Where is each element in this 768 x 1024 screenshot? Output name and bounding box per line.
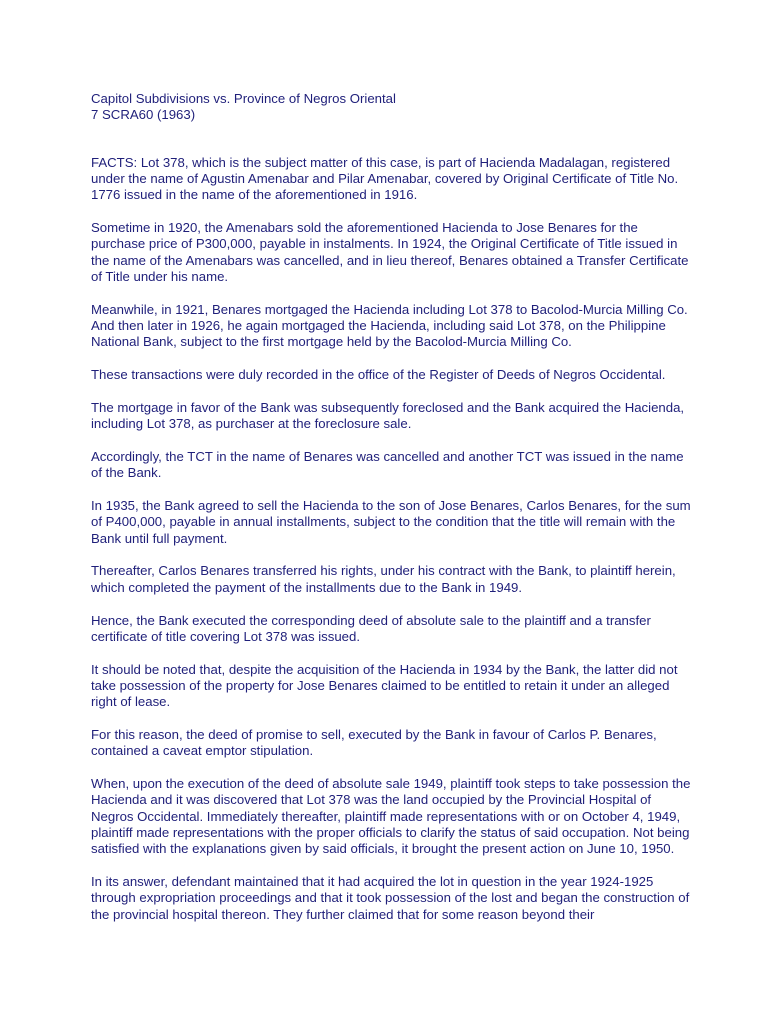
case-title: Capitol Subdivisions vs. Province of Negros Oriental — [91, 91, 396, 106]
case-heading — [91, 91, 691, 124]
paragraph-possession-note: It should be noted that, despite the acquisition of the Hacienda in 1934 by the Bank, the latter did not take possession of the property for Jose Benares claimed to be entitled to retain it under an alleged right of lease. — [91, 661, 678, 710]
paragraph-facts: FACTS: Lot 378, which is the subject matter of this case, is part of Hacienda Madalagan, registered under the name of Agustin Amenabar and Pilar Amenabar, covered by Original Certificate of Title No. 1776 issued in the name of the aforementioned in 1916. — [91, 154, 679, 203]
paragraph-transfer-rights: Thereafter, Carlos Benares transferred his rights, under his contract with the Bank, to plaintiff herein, which completed the payment of the installments due to the Bank in 1949. — [91, 563, 676, 595]
paragraph-sale-to-benares: Sometime in 1920, the Amenabars sold the aforementioned Hacienda to Jose Benares for the purchase price of P300,000, payable in instalments. In 1924, the Original Certificate of Title issued in the name of the Amenabars was cancelled, and in lieu thereof, Benares obtained a Transfer Certificate of Title under his name. — [91, 219, 689, 284]
paragraph-hospital-discovery: When, upon the execution of the deed of absolute sale 1949, plaintiff took steps to take possession the Hacienda and it was discovered that Lot 378 was the land occupied by the Provincial Hospital of Negros Occidental. Immediately thereafter, plaintiff made representations with or on October 4, 1949, plaintiff made representations with the proper officials to clarify the status of said occupation. Not being satisfied with the explanations given by said officials, it brought the present action on June 10, 1950. — [91, 776, 691, 857]
paragraph-defendant-answer: In its answer, defendant maintained that it had acquired the lot in question in the year 1924-1925 through expropriation proceedings and that it took possession of the lost and began the construction of the provincial hospital thereon. They further claimed that for some reason beyond their — [91, 874, 690, 922]
case-citation: 7 SCRA60 (1963) — [91, 107, 196, 123]
paragraph-mortgages: Meanwhile, in 1921, Benares mortgaged the Hacienda including Lot 378 to Bacolod-Murcia Milling Co. And then later in 1926, he again mortgaged the Hacienda, including said Lot 378, on the Philippine National Bank, subject to the first mortgage held by the Bacolod-Murcia Milling Co. — [91, 301, 688, 350]
paragraph-deed-of-sale: Hence, the Bank executed the corresponding deed of absolute sale to the plaintiff and a transfer certificate of title covering Lot 378 was issued. — [91, 612, 651, 644]
paragraph-recorded: These transactions were duly recorded in the office of the Register of Deeds of Negros Occidental. — [91, 367, 666, 383]
paragraph-foreclosure: The mortgage in favor of the Bank was subsequently foreclosed and the Bank acquired the Hacienda, including Lot 378, as purchaser at the foreclosure sale. — [91, 399, 685, 432]
paragraph-tct-cancelled: Accordingly, the TCT in the name of Benares was cancelled and another TCT was issued in the name of the Bank. — [91, 448, 684, 481]
document-page — [91, 91, 691, 939]
paragraph-sale-to-carlos: In 1935, the Bank agreed to sell the Hacienda to the son of Jose Benares, Carlos Benares, for the sum of P400,000, payable in annual installments, subject to the condition that the title will remain with the Bank until full payment. — [91, 498, 691, 546]
paragraph-caveat-emptor: For this reason, the deed of promise to sell, executed by the Bank in favour of Carlos P. Benares, contained a caveat emptor stipulation. — [91, 727, 657, 759]
